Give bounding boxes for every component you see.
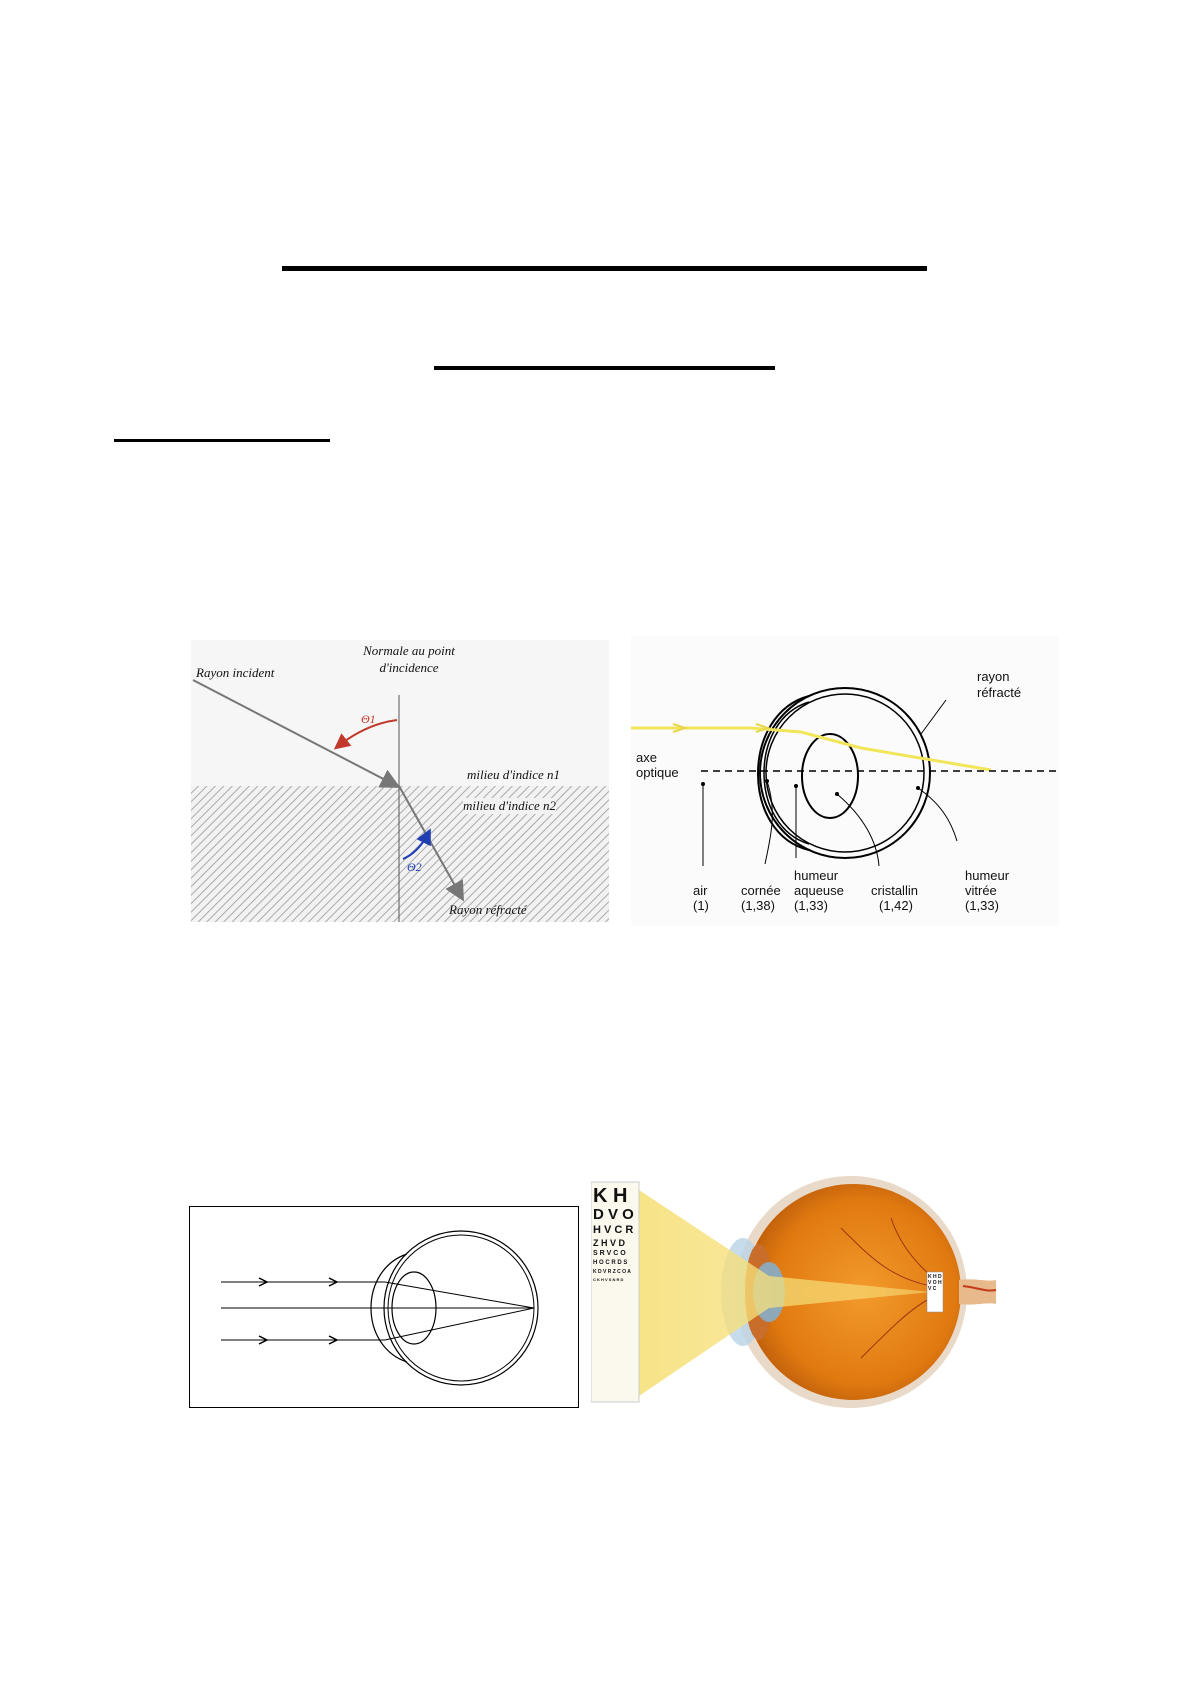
medium-label-aqueous-humor: humeur aqueuse (1,33): [794, 868, 844, 913]
refracted-ray-label: rayon réfracté: [977, 669, 1022, 700]
theta1-label: Θ1: [361, 712, 376, 726]
section-heading-underline: [114, 439, 330, 442]
retina-image-letters: K H D V O H V C: [928, 1274, 942, 1292]
medium-label-air: air (1): [693, 883, 709, 913]
normal-label: Normale au point d'incidence: [363, 643, 455, 675]
eye-focusing-diagram: [189, 1206, 579, 1408]
eye-chart-illustration: [591, 1168, 1001, 1414]
subtitle-underline: [434, 366, 775, 370]
medium2-label: milieu d'indice n2: [463, 798, 557, 813]
refracted-ray-label: Rayon réfracté: [449, 902, 527, 917]
medium-label-vitreous-humor: humeur vitrée (1,33): [965, 868, 1010, 913]
incident-ray-label: Rayon incident: [196, 665, 275, 680]
medium1-label: milieu d'indice n1: [467, 767, 561, 782]
title-underline: [282, 266, 927, 271]
theta2-label: Θ2: [407, 860, 422, 874]
medium-label-cornea: cornée (1,38): [741, 883, 781, 913]
eye-refractive-indices-diagram: [631, 636, 1059, 926]
optic-nerve: [959, 1279, 996, 1304]
optical-axis-label: axe optique: [636, 750, 679, 780]
medium-label-lens: cristallin (1,42): [871, 883, 918, 913]
refraction-diagram: [191, 640, 609, 922]
eye-chart-letters: K H D V O H V C R Z H V D S R V C O H O C R D S K D V R Z C O A C K H V S N R D: [593, 1185, 634, 1282]
